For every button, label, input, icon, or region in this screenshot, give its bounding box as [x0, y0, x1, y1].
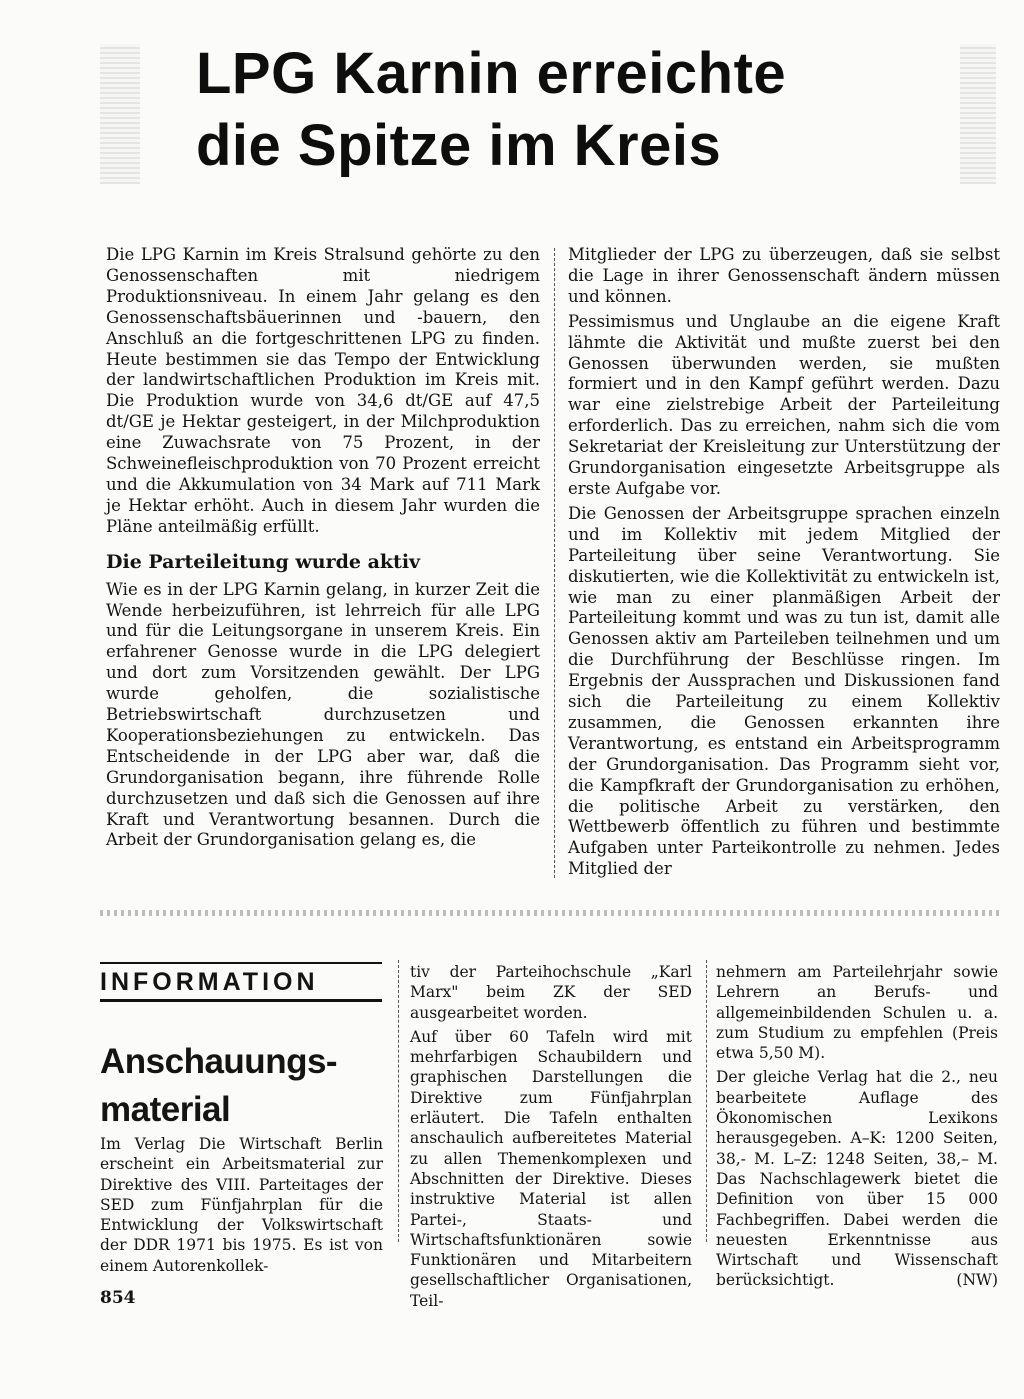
- information-label: INFORMATION: [100, 962, 382, 1002]
- headline-shading-right: [960, 44, 996, 184]
- information-paragraph-text: Der gleiche Verlag hat die 2., neu bearbeitete Auflage des Ökonomischen Lexikons herausgegeben. A–K: 1200 Seiten, 38,- M. L–Z: 1248 Seiten, 38,– M. Das Nachschlagewerk bietet die Definition von über 15 000 Fachbegriffen. Dabei werden die neuesten Erkenntnisse aus Wirtschaft und Wissenschaft berücksichtigt.: [716, 1068, 998, 1290]
- article-title-line-2: die Spitze im Kreis: [196, 113, 722, 178]
- article-title-line-1: LPG Karnin erreichte: [196, 41, 787, 106]
- article-paragraph: Die Genossen der Arbeitsgruppe sprachen einzeln und im Kollektiv mit jedem Mitglied der Parteileitung über seine Verantwortung. Sie diskutierten, wie die Kollektivität zu entwickeln ist, wie man zu einer planmäßigen Arbeit der Parteileitung kommt und was zu tun ist, damit alle Genossen aktiv am Parteileben teilnehmen und um die Durchführung der Beschlüsse ringen. Im Ergebnis der Aussprachen und Diskussionen fand sich die Parteileitung zu einem Kollektiv zusammen, die Genossen erkannten ihre Verantwortung, es entstand ein Arbeitsprogramm der Grundorganisation. Das Programm sieht vor, die Kampfkraft der Grundorganisation zu erhöhen, die politische Arbeit zu verstärken, den Wettbewerb öffentlich zu führen und bestimmte Aufgaben unter Parteikontrolle zu nehmen. Jedes Mitglied der: [568, 503, 1000, 879]
- information-paragraph: Auf über 60 Tafeln wird mit mehrfarbigen Schaubildern und graphischen Darstellungen die Direktive zum Fünfjahrplan erläutert. Die Tafeln enthalten anschaulich aufbereitetes Material zu allen Themenkomplexen und Abschnitten der Direktive. Dieses instruktive Material ist allen Partei-, Staats- und Wirtschaftsfunktionären sowie Funktionären und Mitarbeitern gesellschaftlicher Organisationen, Teil-: [410, 1027, 692, 1310]
- information-column-3: [716, 962, 998, 1291]
- page-number: 854: [100, 1288, 136, 1308]
- information-heading-line-2: material: [100, 1090, 231, 1129]
- article-subheading: Die Parteileitung wurde aktiv: [106, 550, 421, 573]
- column-rule: [706, 960, 707, 1242]
- section-divider: [100, 910, 1000, 916]
- headline-shading-left: [100, 44, 140, 184]
- information-column-2: [410, 962, 692, 1311]
- information-heading-line-1: Anschauungs-: [100, 1042, 338, 1081]
- information-heading: [100, 1038, 390, 1134]
- article-paragraph: Wie es in der LPG Karnin gelang, in kurzer Zeit die Wende herbeizuführen, ist lehrreich für alle LPG und für die Leitungsorgane in unserem Kreis. Ein erfahrener Genosse wurde in die LPG delegiert und dort zum Vorsitzenden gewählt. Der LPG wurde geholfen, die sozialistische Betriebswirtschaft durchzusetzen und Kooperationsbeziehungen zu entwickeln. Das Entscheidende in der LPG aber war, daß die Grundorganisation begann, ihre führende Rolle durchzusetzen und daß sich die Genossen auf ihre Kraft und Verantwortung besannen. Durch die Arbeit der Grundorganisation gelang es, die: [106, 579, 540, 850]
- article-column-2: [568, 245, 1000, 880]
- information-paragraph: tiv der Parteihochschule „Karl Marx" beim ZK der SED ausgearbeitet worden.: [410, 963, 692, 1022]
- information-column-1: [100, 1134, 383, 1276]
- author-signature: (NW): [956, 1271, 998, 1290]
- article-paragraph: Mitglieder der LPG zu überzeugen, daß sie selbst die Lage in ihrer Genossenschaft ändern müssen und können.: [568, 245, 1000, 306]
- information-paragraph: [716, 1067, 998, 1290]
- article-title: [196, 38, 956, 182]
- headline-block: [100, 38, 996, 190]
- article-paragraph: Pessimismus und Unglaube an die eigene Kraft lähmte die Aktivität und mußte zuerst bei den Genossen überwunden werden, sie mußten formiert und in den Kampf geführt werden. Dazu war eine zielstrebige Arbeit der Parteileitung erforderlich. Das zu erreichen, nahm sich die vom Sekretariat der Kreisleitung zur Unterstützung der Grundorganisation eingesetzte Arbeitsgruppe als erste Aufgabe vor.: [568, 311, 1000, 498]
- article-paragraph: Die LPG Karnin im Kreis Stralsund gehörte zu den Genossenschaften mit niedrigem Produktionsniveau. In einem Jahr gelang es den Genossenschaftsbäuerinnen und -bauern, den Anschluß an die fortgeschrittenen LPG zu finden. Heute bestimmen sie das Tempo der Entwicklung der landwirtschaftlichen Produktion im Kreis mit. Die Produktion wurde von 34,6 dt/GE auf 47,5 dt/GE je Hektar gesteigert, in der Milchproduktion eine Zuwachsrate von 75 Prozent, in der Schweinefleischproduktion von 70 Prozent erreicht und die Akkumulation von 34 Mark auf 711 Mark je Hektar erhöht. Auch in diesem Jahr wurden die Pläne anteilmäßig erfüllt.: [106, 245, 540, 536]
- column-rule: [554, 248, 555, 878]
- information-paragraph: nehmern am Parteilehrjahr sowie Lehrern an Berufs- und allgemeinbildenden Schulen u. a. zum Studium zu empfehlen (Preis etwa 5,50 M).: [716, 963, 998, 1063]
- information-paragraph: Im Verlag Die Wirtschaft Berlin erscheint ein Arbeitsmaterial zur Direktive des VIII. Parteitages der SED zum Fünfjahrplan für die Entwicklung der Volkswirtschaft der DDR 1971 bis 1975. Es ist von einem Autorenkollek-: [100, 1135, 383, 1275]
- article-column-1: [106, 245, 540, 851]
- column-rule: [398, 960, 399, 1242]
